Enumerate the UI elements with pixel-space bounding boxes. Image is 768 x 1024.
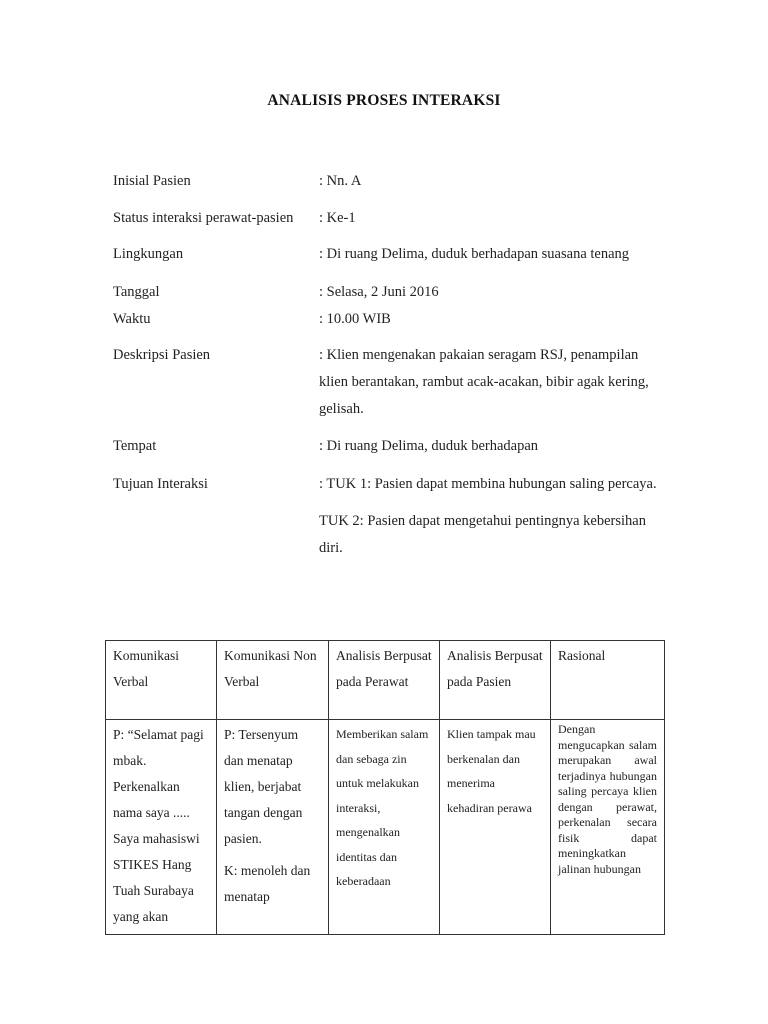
header-analisis-pasien: Analisis Berpusat pada Pasien — [440, 641, 551, 720]
cell-analisis-pasien: Klien tampak mau berkenalan dan menerima kehadiran perawa — [440, 720, 551, 935]
field-value: : Nn. A — [319, 173, 362, 189]
cell-verbal: P: “Selamat pagi mbak. Perkenalkan nama saya ..... Saya mahasiswi STIKES Hang Tuah Surabaya yang akan — [106, 720, 217, 935]
non-verbal-perawat: P: Tersenyum dan menatap klien, berjabat tangan dengan pasien. — [224, 727, 303, 846]
cell-rasional: Dengan mengucapkan salam merupakan awal terjadinya hubungan saling percaya klien dengan perawat, perkenalan secara fisik dapat meningkatkan jalinan hubungan — [551, 720, 665, 935]
tujuan-tuk2: TUK 2: Pasien dapat mengetahui pentingnya kebersihan diri. — [319, 513, 646, 556]
field-label: Deskripsi Pasien — [113, 347, 211, 363]
field-value: : Di ruang Delima, duduk berhadapan suasana tenang — [319, 246, 630, 262]
header-komunikasi-verbal: Komunikasi Verbal — [106, 641, 217, 720]
header-rasional: Rasional — [551, 641, 665, 720]
field-value — [319, 471, 664, 562]
table-row — [106, 720, 665, 935]
field-value: : Selasa, 2 Juni 2016 — [319, 284, 439, 300]
field-label: Tanggal — [113, 284, 160, 300]
field-value: : Ke-1 — [319, 210, 356, 226]
tujuan-tuk1: : TUK 1: Pasien dapat membina hubungan saling percaya. — [319, 476, 657, 492]
table-header-row — [106, 641, 665, 720]
field-label: Tujuan Interaksi — [113, 476, 208, 492]
field-label: Waktu — [113, 311, 151, 327]
field-label: Tempat — [113, 438, 157, 454]
document-title: ANALISIS PROSES INTERAKSI — [267, 92, 501, 109]
header-analisis-perawat: Analisis Berpusat pada Perawat — [329, 641, 440, 720]
field-value: : Klien mengenakan pakaian seragam RSJ, penampilan klien berantakan, rambut acak-acakan, bibir agak kering, gelisah. — [319, 347, 649, 417]
field-label: Status interaksi perawat-pasien — [113, 210, 294, 226]
field-label: Lingkungan — [113, 246, 184, 262]
header-komunikasi-non-verbal: Komunikasi Non Verbal — [217, 641, 329, 720]
field-label: Inisial Pasien — [113, 173, 191, 189]
non-verbal-klien: K: menoleh dan menatap — [224, 863, 311, 904]
cell-non-verbal — [217, 720, 329, 935]
field-value: : Di ruang Delima, duduk berhadapan — [319, 438, 539, 454]
field-value: : 10.00 WIB — [319, 311, 391, 327]
cell-analisis-perawat: Memberikan salam dan sebaga zin untuk melakukan interaksi, mengenalkan identitas dan keberadaan — [329, 720, 440, 935]
analysis-table — [105, 640, 665, 935]
